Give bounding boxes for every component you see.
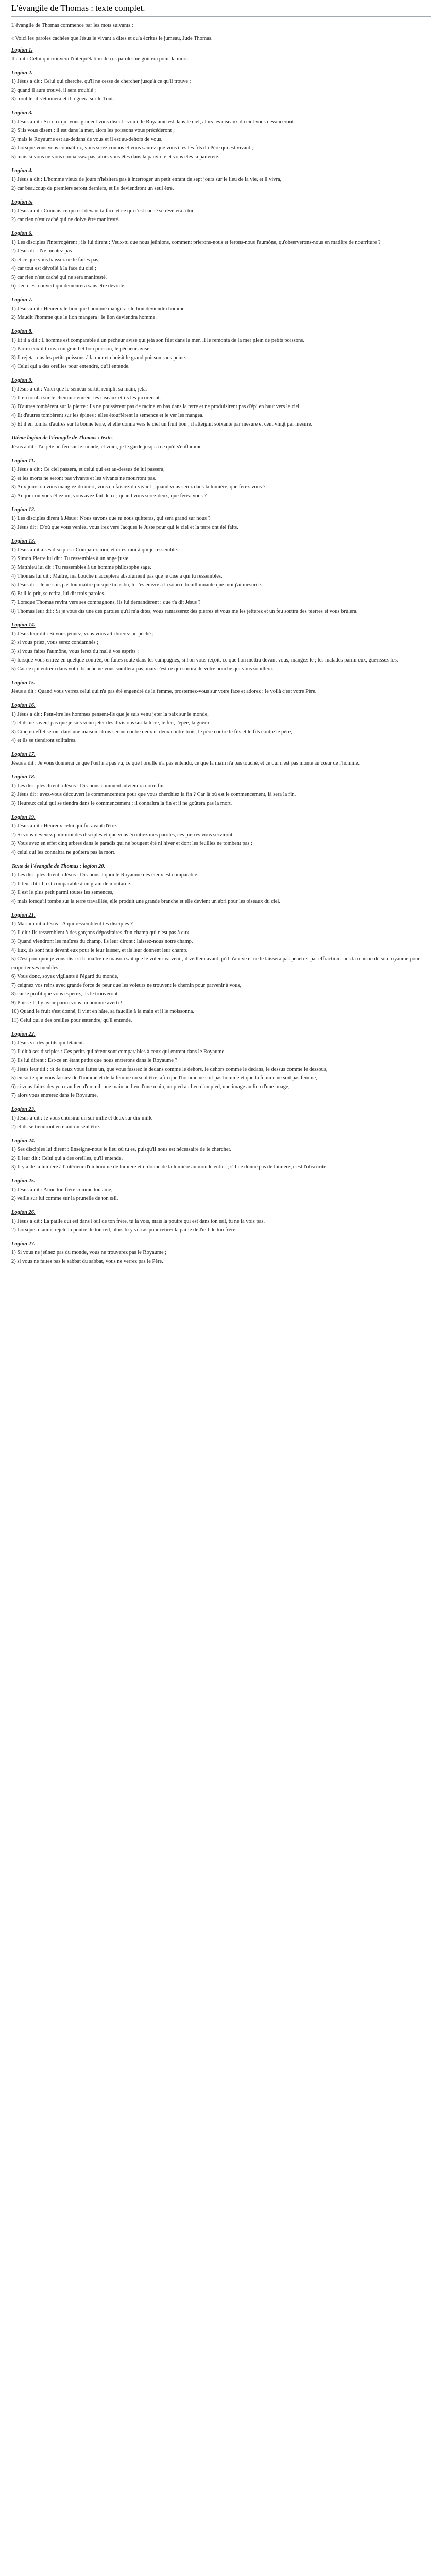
verse: 3) Il est le plus petit parmi toutes les semences, <box>11 889 114 895</box>
logion-section <box>11 537 422 616</box>
logion-title: Logion 26. <box>11 1209 36 1215</box>
logion-title: Logion 25. <box>11 1178 36 1184</box>
verse: 1) Les disciples dirent à Jésus : Dis-nous à quoi le Royaume des cieux est comparable. <box>11 872 199 878</box>
verse: 1) Jésus a dit : Connais ce qui est devant ta face et ce qui t'est caché se révélera à toi, <box>11 208 195 214</box>
verse: 1) Les disciples l'interrogèrent ; ils lui dirent : Veux-tu que nous jeûnions, comment prierons-nous et ferons-nous l'aumône, qu'observerons-nous en matière de nourriture ? <box>11 239 381 245</box>
verse: 1) Jésus a dit : Je vous choisirai un sur mille et deux sur dix mille <box>11 1115 153 1121</box>
verse: 7) Lorsque Thomas revint vers ses compagnons, ils lui demandèrent : que t'a dit Jésus ? <box>11 599 201 605</box>
verse: 1) Jésus a dit à ses disciples : Comparez-moi, et dites-moi à qui je ressemble. <box>11 547 178 553</box>
verse: 1) Ses disciples lui dirent : Enseigne-nous le lieu où tu es, puisqu'il nous est nécessaire de le chercher. <box>11 1146 232 1153</box>
verse: 6) si vous faites des yeux au lieu d'un œil, une main au lieu d'une main, un pied au lieu d'un pied, une image au lieu d'une image, <box>11 1083 290 1090</box>
verse: 4) Jésus leur dit : Si de deux vous faites un, que vous fassiez le dedans comme le dehors, le dehors comme le dedans, le dessus comme le dessous, <box>11 1066 328 1072</box>
verse: 4) car tout est dévoilé à la face du ciel ; <box>11 265 97 272</box>
verse: 3) Matthieu lui dit : Tu ressembles à un homme philosophe sage. <box>11 564 151 570</box>
logia-list <box>11 46 422 1266</box>
verse: Jésus a dit : Quand vous verrez celui qui n'a pas été engendré de la femme, prosternez-vous sur votre face et adorez : le voilà c'est votre Père. <box>11 688 317 694</box>
verse: 2) car rien n'est caché qui ne doive être manifesté. <box>11 216 120 223</box>
verse: Il a dit : Celui qui trouvera l'interprétation de ces paroles ne goûtera point la mort. <box>11 56 189 62</box>
verse: 2) et ils se tiendront en étant un seul être. <box>11 1124 100 1130</box>
verse: 1) Si vous ne jeûnez pas du monde, vous ne trouverez pas le Royaume ; <box>11 1249 167 1256</box>
logion-title: Logion 23. <box>11 1106 36 1112</box>
logion-section <box>11 1208 422 1234</box>
verse: 3) Ils lui dirent : Est-ce en étant petits que nous entrerons dans le Royaume ? <box>11 1057 178 1063</box>
logion-title: Logion 14. <box>11 622 36 628</box>
logion-title: Logion 12. <box>11 506 36 513</box>
logion-section <box>11 862 422 906</box>
verse: 2) Simon Pierre lui dit : Tu ressembles à un ange juste. <box>11 555 130 562</box>
verse: 1) Jésus a dit : Si ceux qui vous guident vous disent : voici, le Royaume est dans le ciel, alors les oiseaux du ciel vous devanceront. <box>11 118 295 125</box>
logion-section <box>11 1105 422 1131</box>
logion-title: Logion 4. <box>11 167 33 174</box>
verse: 4) celui qui les connaîtra ne goûtera pas la mort. <box>11 849 116 855</box>
logion-title: Logion 21. <box>11 912 36 918</box>
verse: 3) Cinq en effet seront dans une maison : trois seront contre deux et deux contre trois, le père contre le fils et le fils contre le père, <box>11 728 292 735</box>
logion-title: Logion 11. <box>11 457 36 464</box>
verse: 3) Heureux celui qui se tiendra dans le commencement : il connaîtra la fin et il ne goûtera pas la mort. <box>11 800 232 806</box>
logion-section <box>11 434 422 451</box>
logion-title: Logion 5. <box>11 199 33 205</box>
logion-section <box>11 911 422 1025</box>
verse: 4) Au jour où vous étiez un, vous avez fait deux ; quand vous serez deux, que ferez-vous ? <box>11 493 207 499</box>
verse: 3) Vous avez en effet cinq arbres dans le paradis qui ne bougent été ni hiver et dont les feuilles ne tombent pas : <box>11 840 252 846</box>
verse: 1) Jésus a dit : Heureux le lion que l'homme mangera : le lion deviendra homme. <box>11 306 186 312</box>
verse: 2) et ils ne savent pas que je suis venu jeter des divisions sur la terre, le feu, l'épée, la guerre. <box>11 720 212 726</box>
logion-section <box>11 327 422 371</box>
logion-section <box>11 198 422 224</box>
document <box>0 0 422 1292</box>
logion-title: Logion 16. <box>11 702 36 708</box>
logion-section <box>11 46 422 63</box>
logion-title: Logion 9. <box>11 377 33 383</box>
verse: 2) Il dit à ses disciples : Ces petits qui tètent sont comparables à ceux qui entrent dans le Royaume. <box>11 1048 226 1055</box>
logion-title: Logion 1. <box>11 47 33 53</box>
verse: 1) Jésus a dit : La paille qui est dans l'œil de ton frère, tu la vois, mais la poutre qui est dans ton œil, tu ne la vois pas. <box>11 1218 265 1224</box>
verse: 3) D'autres tombèrent sur la pierre : ils ne poussèrent pas de racine en bas dans la terre et ne produisirent pas d'épi en haut vers le ciel. <box>11 403 301 410</box>
intro-line-1: L'évangile de Thomas commence par les mots suivants : <box>11 22 133 28</box>
verse: 1) Jésus a dit : Peut-être les hommes pensent-ils que je suis venu jeter la paix sur le monde, <box>11 711 209 717</box>
verse: 2) veille sur lui comme sur la prunelle de ton œil. <box>11 1195 118 1201</box>
logion-title: Logion 15. <box>11 680 36 686</box>
verse: 1) Jésus leur dit : Si vous jeûnez, vous vous attribuerez un péché ; <box>11 631 154 637</box>
verse: 1) Jésus a dit : Heureux celui qui fut avant d'être. <box>11 823 117 829</box>
verse: 8) Thomas leur dit : Si je vous dis une des paroles qu'il m'a dites, vous ramasserez des pierres et vous me les jetterez et un feu sortira des pierres et vous brûlera. <box>11 608 358 614</box>
verse: 9) Puisse-t-il y avoir parmi vous un homme averti ! <box>11 999 123 1006</box>
verse: 3) Il y a de la lumière à l'intérieur d'un homme de lumière et il donne de la lumière au monde entier ; s'il ne donne pas de lumière, c'est l'obscurité. <box>11 1164 328 1170</box>
logion-section <box>11 621 422 673</box>
verse: 1) Jésus vit des petits qui tétaient. <box>11 1040 84 1046</box>
verse: 5) en sorte que vous fassiez de l'homme et de la femme un seul être, afin que l'homme ne soit pas homme et que la femme ne soit pas femme, <box>11 1075 317 1081</box>
logion-title: 10ème logion de l'évangile de Thomas : texte. <box>11 435 113 441</box>
logion-title: Logion 18. <box>11 774 36 780</box>
verse: 2) Il dit : Ils ressemblent à des garçons dépositaires d'un champ qui n'est pas à eux. <box>11 929 191 936</box>
logion-title: Logion 17. <box>11 751 36 757</box>
verse: 5) C'est pourquoi je vous dis : si le maître de maison sait que le voleur va venir, il veillera avant qu'il n'arrive et ne le laissera pas pénétrer par effraction dans la maison de son royaume pour emporter ses meubles. <box>11 956 420 971</box>
logion-title: Logion 6. <box>11 230 33 236</box>
verse: 2) Lorsque tu auras rejeté la poutre de ton œil, alors tu y verras pour retirer la paille de l'œil de ton frère. <box>11 1227 237 1233</box>
verse: 7) ceignez vos reins avec grande force de peur que les voleurs ne trouvent le chemin pour parvenir à vous, <box>11 982 242 988</box>
verse: 4) et ils se tiendront solitaires. <box>11 737 77 743</box>
verse: 2) Il leur dit : Il est comparable à un grain de moutarde. <box>11 880 131 887</box>
logion-title: Logion 19. <box>11 814 36 820</box>
logion-section <box>11 456 422 500</box>
verse: 7) alors vous entrerez dans le Royaume. <box>11 1092 98 1098</box>
verse: 5) Et il en tomba d'autres sur la bonne terre, et elle donna vers le ciel un fruit bon ; il atteignit soixante par mesure et cent vingt par mesure. <box>11 421 313 427</box>
logion-section <box>11 750 422 768</box>
logion-title: Logion 7. <box>11 297 33 303</box>
logion-section <box>11 701 422 745</box>
verse: 2) S'ils vous disent : il est dans la mer, alors les poissons vous précéderont ; <box>11 127 175 133</box>
verse: 11) Celui qui a des oreilles pour entendre, qu'il entende. <box>11 1017 132 1023</box>
logion-section <box>11 109 422 161</box>
verse: 2) Jésus dit : D'où que vous veniez, vous irez vers Jacques le Juste pour qui le ciel et la terre ont été faits. <box>11 524 238 530</box>
verse: 3) Quand viendront les maîtres du champ, ils leur diront : laissez-nous notre champ. <box>11 938 193 944</box>
verse: 2) si vous priez, vous serez condamnés ; <box>11 639 99 646</box>
logion-section <box>11 773 422 808</box>
verse: 4) Celui qui a des oreilles pour entendre, qu'il entende. <box>11 363 130 369</box>
logion-section <box>11 1177 422 1203</box>
verse: 1) Jésus a dit : Ce ciel passera, et celui qui est au-dessus de lui passera, <box>11 466 165 472</box>
verse: 6) Et il le prit, se retira, lui dit trois paroles. <box>11 590 106 597</box>
verse: Jésus a dit : Je vous donnerai ce que l'œil n'a pas vu, ce que l'oreille n'a pas entendu, ce que la main n'a pas touché, et ce qui n'est pas monté au cœur de l'homme. <box>11 760 360 766</box>
logion-section <box>11 1030 422 1100</box>
verse: 5) Jésus dit : Je ne suis pas ton maître puisque tu as bu, tu t'es enivré à la source bouillonnante que moi j'ai mesurée. <box>11 582 262 588</box>
logion-section <box>11 813 422 857</box>
logion-section <box>11 376 422 429</box>
verse: 2) Parmi eux il trouva un grand et bon poisson, le pêcheur avisé. <box>11 346 151 352</box>
logion-title: Logion 2. <box>11 70 33 76</box>
intro-line-2: « Voici les paroles cachées que Jésus le vivant a dites et qu'a écrites le jumeau, Jude Thomas. <box>11 35 213 41</box>
verse: 1) Et il a dit : L'homme est comparable à un pêcheur avisé qui jeta son filet dans la mer. Il le remonta de la mer plein de petits poissons. <box>11 337 305 343</box>
logion-title: Logion 8. <box>11 328 33 334</box>
verse: 5) Car ce qui entrera dans votre bouche ne vous souillera pas, mais c'est ce qui sortira de votre bouche qui vous souillera. <box>11 666 274 672</box>
verse: 2) si vous ne faites pas le sabbat du sabbat, vous ne verrez pas le Père. <box>11 1258 163 1264</box>
logion-title: Logion 27. <box>11 1241 36 1247</box>
verse: 3) Il rejeta tous les petits poissons à la mer et choisit le grand poisson sans peine. <box>11 354 186 361</box>
logion-section <box>11 1137 422 1172</box>
logion-title: Logion 22. <box>11 1031 36 1037</box>
verse: 2) et les morts ne seront pas vivants et les vivants ne mourront pas. <box>11 475 157 481</box>
verse: 4) Eux, ils sont nus devant eux pour le leur laisser, et ils leur donnent leur champ. <box>11 947 188 953</box>
verse: 1) Les disciples dirent à Jésus : Dis-nous comment adviendra notre fin. <box>11 783 165 789</box>
verse: 2) Maudit l'homme que le lion mangera : le lion deviendra homme. <box>11 314 157 320</box>
verse: 3) mais le Royaume est au-dedans de vous et il est au-dehors de vous. <box>11 136 163 142</box>
logion-section <box>11 296 422 322</box>
verse: Jésus a dit : J'ai jeté un feu sur le monde, et voici, je le garde jusqu'à ce qu'il s'enflamme. <box>11 444 203 450</box>
verse: 10) Quand le fruit s'est donné, il vint en hâte, sa faucille à la main et il le moissonna. <box>11 1008 195 1014</box>
verse: 1) Jésus a dit : Voici que le semeur sortit, remplit sa main, jeta. <box>11 386 147 392</box>
logion-title: Logion 24. <box>11 1138 36 1144</box>
verse: 8) car le profit que vous espérez, ils le trouveront. <box>11 991 119 997</box>
verse: 2) Jésus dit : avez-vous découvert le commencement pour que vous cherchiez la fin ? Car là où est le commencement, là sera la fin. <box>11 791 296 798</box>
verse: 1) Jésus a dit : Celui qui cherche, qu'il ne cesse de chercher jusqu'à ce qu'il trouve ; <box>11 78 191 84</box>
verse: 6) rien n'est couvert qui demeurera sans être dévoilé. <box>11 283 126 289</box>
verse: 4) lorsque vous entrez en quelque contrée, ou faites route dans les campagnes, si l'on vous reçoit, ce que l'on mettra devant vous, mangez-le ; les malades parmi eux, guérissez-les. <box>11 657 398 663</box>
verse: 2) Jésus dit : Ne mentez pas <box>11 248 72 254</box>
verse: 2) Si vous devenez pour moi des disciples et que vous écoutiez mes paroles, ces pierres vous serviront. <box>11 832 234 838</box>
verse: 5) mais si vous ne vous connaissez pas, alors vous êtes dans la pauvreté et vous êtes la pauvreté. <box>11 154 220 160</box>
verse: 1) Jésus a dit : L'homme vieux de jours n'hésitera pas à interroger un petit enfant de sept jours sur le lieu de la vie, et il vivra, <box>11 176 282 182</box>
verse: 2) Il en tomba sur le chemin : vinrent les oiseaux et ils les picorèrent. <box>11 395 161 401</box>
logion-title: Logion 3. <box>11 110 33 116</box>
verse: 4) Et d'autres tombèrent sur les épines : elles étouffèrent la semence et le ver les mangea. <box>11 412 204 418</box>
verse: 2) car beaucoup de premiers seront derniers, et ils deviendront un seul être. <box>11 185 174 191</box>
logion-section <box>11 69 422 104</box>
verse: 4) Thomas lui dit : Maître, ma bouche n'acceptera absolument pas que je dise à qui tu ressembles. <box>11 573 223 579</box>
verse: 5) car rien n'est caché qui ne sera manifesté, <box>11 274 107 280</box>
verse: 4) mais lorsqu'il tombe sur la terre travaillée, elle produit une grande branche et elle devient un abri pour les oiseaux du ciel. <box>11 898 281 904</box>
logion-section <box>11 679 422 696</box>
logion-section <box>11 166 422 193</box>
logion-title: Logion 13. <box>11 538 36 544</box>
verse: 1) Les disciples dirent à Jésus : Nous savons que tu nous quitteras, qui sera grand sur nous ? <box>11 515 211 521</box>
verse: 3) si vous faites l'aumône, vous ferez du mal à vos esprits ; <box>11 648 139 654</box>
verse: 4) Lorsque vous vous connaîtrez, vous serez connus et vous saurez que vous êtes les fils du Père qui est vivant ; <box>11 145 253 151</box>
page-title: L'évangile de Thomas : texte complet. <box>11 0 431 17</box>
verse: 1) Jésus a dit : Aime ton frère comme ton âme, <box>11 1187 113 1193</box>
verse: 3) et ce que vous haïssez ne le faites pas, <box>11 257 100 263</box>
verse: 2) Il leur dit : Celui qui a des oreilles, qu'il entende. <box>11 1155 123 1161</box>
verse: 1) Mariam dit à Jésus : À qui ressemblent tes disciples ? <box>11 921 133 927</box>
logion-section <box>11 1240 422 1266</box>
verse: 3) Aux jours où vous mangiez du mort, vous en faisiez du vivant ; quand vous serez dans la lumière, que ferez-vous ? <box>11 484 266 490</box>
logion-section <box>11 229 422 291</box>
verse: 3) troublé, il s'étonnera et il régnera sur le Tout. <box>11 96 114 102</box>
logion-section <box>11 505 422 532</box>
verse: 6) Vous donc, soyez vigilants à l'égard du monde, <box>11 973 118 979</box>
verse: 2) quand il aura trouvé, il sera troublé ; <box>11 87 96 93</box>
logion-title: Texte de l'évangile de Thomas : logion 20. <box>11 863 106 869</box>
